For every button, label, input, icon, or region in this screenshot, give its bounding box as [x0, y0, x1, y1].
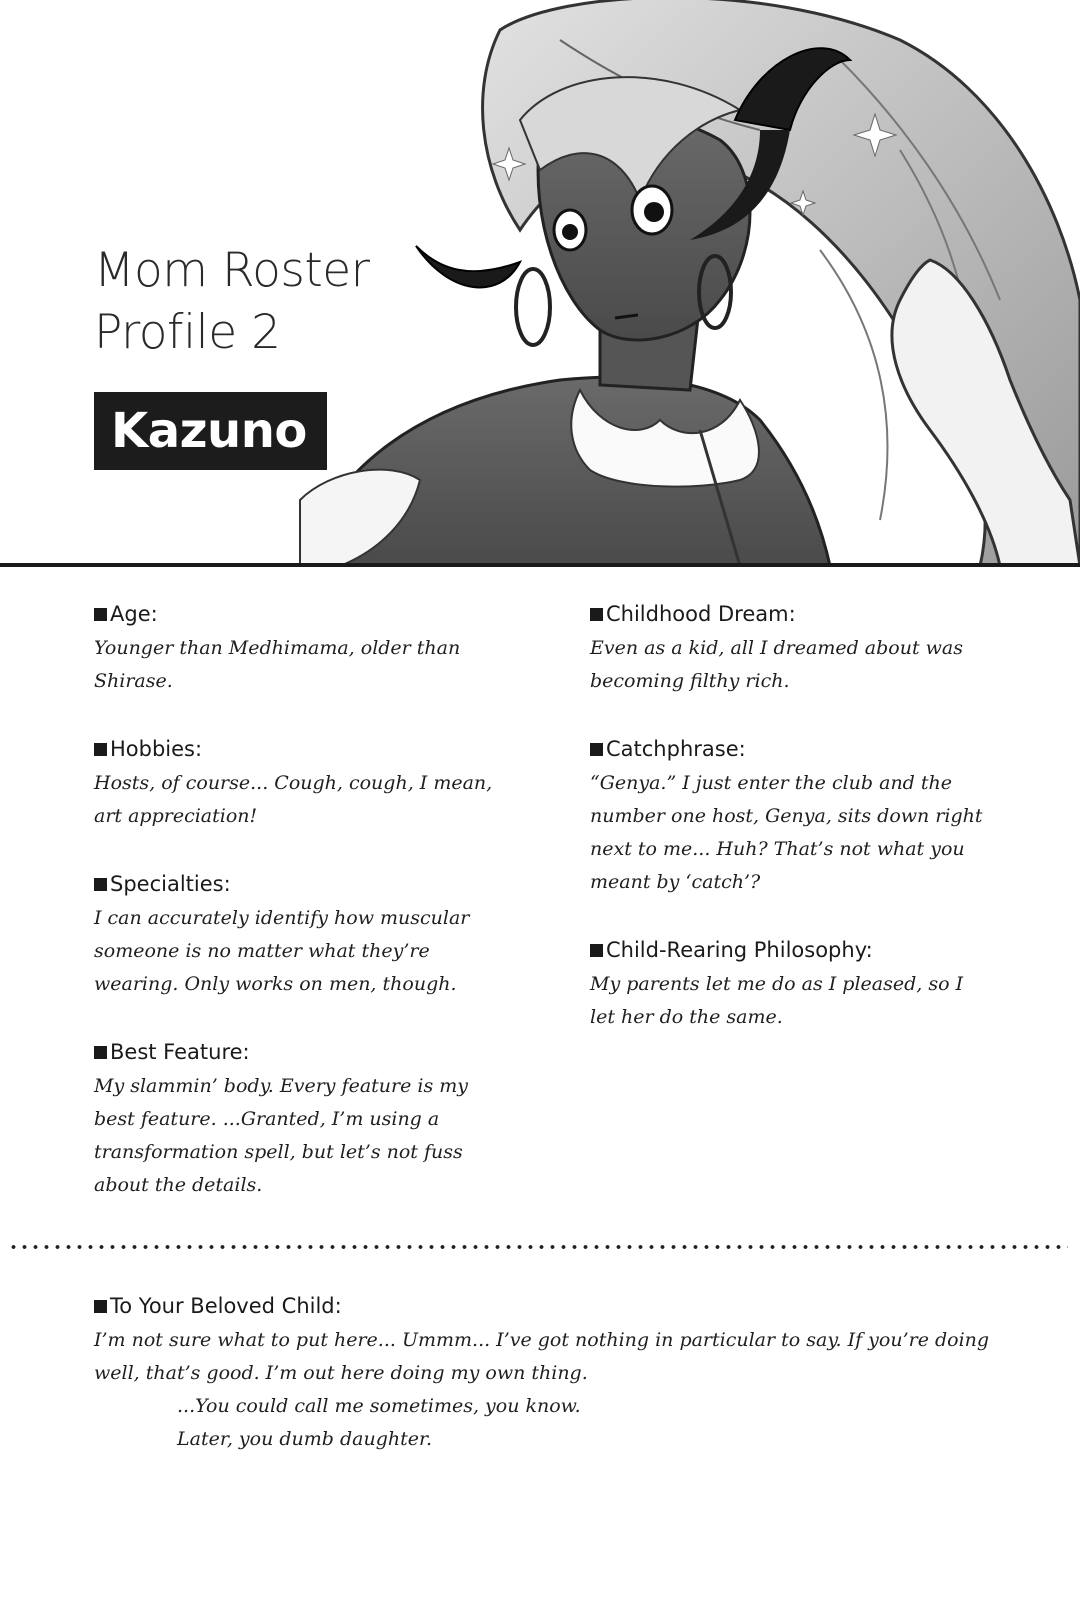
square-bullet-icon — [94, 1300, 107, 1313]
square-bullet-icon — [94, 743, 107, 756]
section-line: meant by ‘catch’? — [590, 871, 761, 893]
square-bullet-icon — [590, 743, 603, 756]
section-heading: Child-Rearing Philosophy: — [606, 938, 873, 962]
section-line: best feature. ...Granted, I’m using a — [94, 1108, 440, 1130]
section-best-feature — [94, 1038, 468, 1202]
message-line: I’m not sure what to put here... Ummm... I’ve got nothing in particular to say. If you’re doing — [94, 1329, 990, 1351]
section-line: Hosts, of course... Cough, cough, I mean, — [94, 772, 493, 794]
section-catchphrase — [590, 735, 983, 899]
section-message — [94, 1292, 989, 1456]
section-line: My parents let me do as I pleased, so I — [590, 973, 964, 995]
section-heading: Hobbies: — [110, 737, 203, 761]
section-specialties — [94, 870, 469, 1001]
section-child-rearing-philosophy — [590, 936, 963, 1034]
section-line: “Genya.” I just enter the club and the — [590, 772, 953, 794]
header-divider — [0, 563, 1080, 567]
message-line-indented: ...You could call me sometimes, you know. — [177, 1395, 581, 1417]
section-childhood-dream — [590, 600, 963, 698]
square-bullet-icon — [590, 608, 603, 621]
section-line: becoming filthy rich. — [590, 670, 790, 692]
section-line: Shirase. — [94, 670, 173, 692]
section-line: My slammin’ body. Every feature is my — [94, 1075, 469, 1097]
section-line: someone is no matter what they’re — [94, 940, 430, 962]
section-heading: Childhood Dream: — [606, 602, 796, 626]
page-title — [94, 240, 370, 364]
title-line-1: Mom Roster — [94, 243, 370, 298]
section-line: art appreciation! — [94, 805, 258, 827]
section-age — [94, 600, 460, 698]
section-line: wearing. Only works on men, though. — [94, 973, 457, 995]
section-heading: To Your Beloved Child: — [110, 1294, 342, 1318]
section-heading: Best Feature: — [110, 1040, 250, 1064]
section-line: Even as a kid, all I dreamed about was — [590, 637, 963, 659]
character-name: Kazuno — [111, 403, 307, 459]
profile-header — [0, 0, 1080, 566]
section-line: I can accurately identify how muscular — [94, 907, 470, 929]
square-bullet-icon — [94, 1046, 107, 1059]
square-bullet-icon — [590, 944, 603, 957]
dotted-divider — [8, 1244, 1068, 1250]
message-line: well, that’s good. I’m out here doing my own thing. — [94, 1362, 588, 1384]
section-line: about the details. — [94, 1174, 263, 1196]
section-heading: Specialties: — [110, 872, 231, 896]
section-line: transformation spell, but let’s not fuss — [94, 1141, 463, 1163]
section-line: next to me... Huh? That’s not what you — [590, 838, 965, 860]
section-line: let her do the same. — [590, 1006, 783, 1028]
square-bullet-icon — [94, 608, 107, 621]
square-bullet-icon — [94, 878, 107, 891]
title-line-2: Profile 2 — [94, 305, 281, 360]
section-line: Younger than Medhimama, older than — [94, 637, 461, 659]
message-line-indented: Later, you dumb daughter. — [177, 1428, 433, 1450]
section-hobbies — [94, 735, 492, 833]
name-plate — [94, 392, 327, 470]
section-heading: Age: — [110, 602, 158, 626]
section-line: number one host, Genya, sits down right — [590, 805, 983, 827]
section-heading: Catchphrase: — [606, 737, 746, 761]
